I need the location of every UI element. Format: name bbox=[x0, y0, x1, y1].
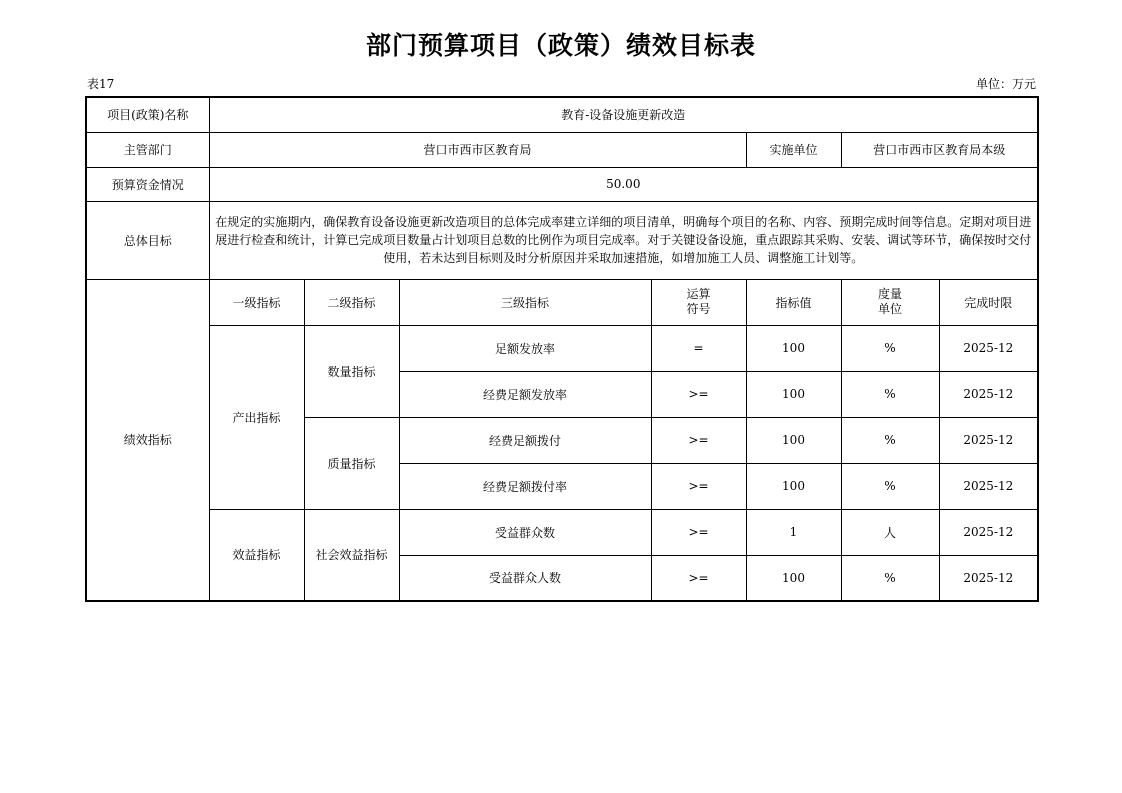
project-name-label: 项目(政策)名称 bbox=[86, 97, 209, 132]
table-row bbox=[86, 132, 1038, 167]
project-name-value: 教育-设备设施更新改造 bbox=[209, 97, 1038, 132]
group-benefit: 效益指标 bbox=[209, 509, 304, 601]
dept-label: 主管部门 bbox=[86, 132, 209, 167]
budget-value: 50.00 bbox=[209, 167, 1038, 201]
table-number: 表17 bbox=[87, 77, 115, 91]
header-level1: 一级指标 bbox=[209, 279, 304, 325]
table-row bbox=[86, 201, 1038, 279]
group-output: 产出指标 bbox=[209, 325, 304, 509]
performance-target-table bbox=[85, 96, 1039, 602]
indicator-operator: >= bbox=[651, 555, 746, 601]
indicator-unit: 人 bbox=[841, 509, 939, 555]
indicator-value: 100 bbox=[746, 371, 841, 417]
indicator-deadline: 2025-12 bbox=[939, 325, 1038, 371]
group-social-benefit: 社会效益指标 bbox=[304, 509, 399, 601]
header-operator-line1: 运算 bbox=[686, 287, 711, 301]
header-level2: 二级指标 bbox=[304, 279, 399, 325]
header-unit-line2: 单位 bbox=[877, 302, 902, 316]
dept-value: 营口市西市区教育局 bbox=[209, 132, 746, 167]
overall-goal-label: 总体目标 bbox=[86, 201, 209, 279]
impl-unit-label: 实施单位 bbox=[746, 132, 841, 167]
impl-unit-value: 营口市西市区教育局本级 bbox=[841, 132, 1038, 167]
indicator-value: 100 bbox=[746, 325, 841, 371]
indicator-name: 经费足额发放率 bbox=[399, 371, 651, 417]
indicator-unit: % bbox=[841, 555, 939, 601]
indicator-operator: >= bbox=[651, 417, 746, 463]
indicator-value: 100 bbox=[746, 417, 841, 463]
header-unit-line1: 度量 bbox=[877, 287, 902, 301]
indicator-unit: % bbox=[841, 371, 939, 417]
indicator-value: 100 bbox=[746, 555, 841, 601]
perf-indicator-label: 绩效指标 bbox=[86, 279, 209, 601]
header-operator bbox=[651, 279, 746, 325]
header-level3: 三级指标 bbox=[399, 279, 651, 325]
indicator-operator: >= bbox=[651, 371, 746, 417]
overall-goal-text: 在规定的实施期内，确保教育设备设施更新改造项目的总体完成率建立详细的项目清单，明确每个项目的名称、内容、预期完成时间等信息。定期对项目进展进行检查和统计，计算已完成项目数量占计划项目总数的比例作为项目完成率。对于关键设备设施，重点跟踪其采购、安装、调试等环节，确保按时交付使用，若未达到目标则及时分析原因并采取加速措施，如增加施工人员、调整施工计划等。 bbox=[209, 201, 1038, 279]
indicator-unit: % bbox=[841, 325, 939, 371]
indicator-name: 受益群众人数 bbox=[399, 555, 651, 601]
page-title: 部门预算项目（政策）绩效目标表 bbox=[365, 31, 756, 60]
table-row bbox=[86, 509, 1038, 555]
indicator-deadline: 2025-12 bbox=[939, 417, 1038, 463]
indicator-name: 经费足额拨付 bbox=[399, 417, 651, 463]
indicator-operator: >= bbox=[651, 463, 746, 509]
table-row bbox=[86, 97, 1038, 132]
indicator-deadline: 2025-12 bbox=[939, 463, 1038, 509]
group-quantity: 数量指标 bbox=[304, 325, 399, 417]
unit-label: 单位：万元 bbox=[975, 77, 1036, 91]
indicator-unit: % bbox=[841, 417, 939, 463]
indicator-unit: % bbox=[841, 463, 939, 509]
header-value: 指标值 bbox=[746, 279, 841, 325]
header-operator-line2: 符号 bbox=[686, 302, 711, 316]
indicator-value: 1 bbox=[746, 509, 841, 555]
indicator-name: 受益群众数 bbox=[399, 509, 651, 555]
indicator-deadline: 2025-12 bbox=[939, 509, 1038, 555]
table-header-row bbox=[86, 279, 1038, 325]
group-quality: 质量指标 bbox=[304, 417, 399, 509]
table-row bbox=[86, 167, 1038, 201]
indicator-name: 足额发放率 bbox=[399, 325, 651, 371]
budget-label: 预算资金情况 bbox=[86, 167, 209, 201]
indicator-operator: = bbox=[651, 325, 746, 371]
indicator-deadline: 2025-12 bbox=[939, 371, 1038, 417]
indicator-name: 经费足额拨付率 bbox=[399, 463, 651, 509]
indicator-value: 100 bbox=[746, 463, 841, 509]
indicator-operator: >= bbox=[651, 509, 746, 555]
header-unit bbox=[841, 279, 939, 325]
table-row bbox=[86, 325, 1038, 371]
indicator-deadline: 2025-12 bbox=[939, 555, 1038, 601]
header-deadline: 完成时限 bbox=[939, 279, 1038, 325]
